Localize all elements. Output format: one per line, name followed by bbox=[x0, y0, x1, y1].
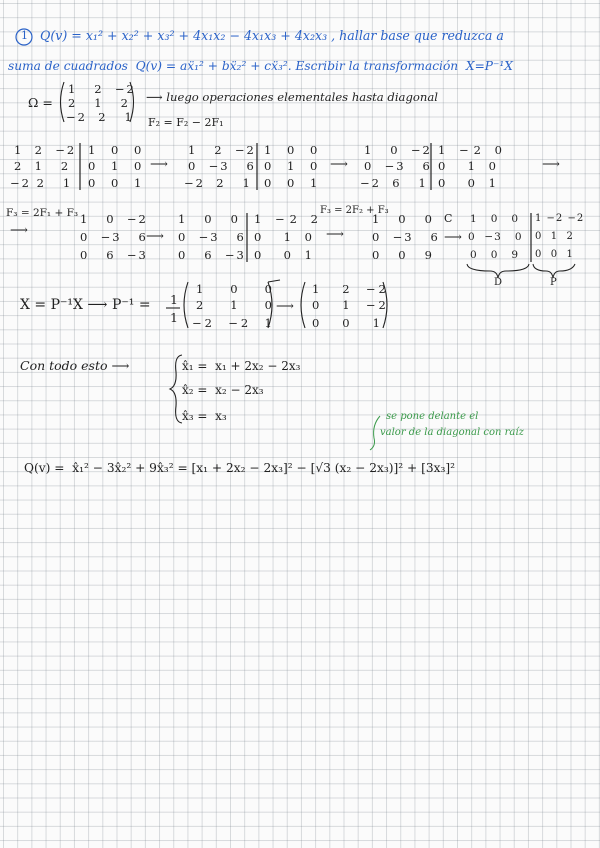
note-line-2: valor de la diagonal con raíz bbox=[380, 427, 524, 438]
label-p: P bbox=[550, 277, 557, 288]
step1-right-row-2: 0 1 0 bbox=[88, 159, 148, 173]
step6-row-3: 0 0 9 bbox=[372, 248, 434, 262]
step2-left-row-3: −2 2 1 bbox=[184, 176, 252, 190]
brace-d bbox=[467, 264, 529, 278]
step3-right-row-1: 1 −2 0 bbox=[438, 143, 507, 157]
problem-number: 1 bbox=[21, 29, 28, 42]
step6-row-1: 1 0 0 bbox=[372, 212, 434, 226]
label-c: C bbox=[444, 212, 453, 225]
inv-row-1: 1 0 0 bbox=[196, 282, 276, 296]
step2-right-row-3: 0 0 1 bbox=[264, 176, 324, 190]
label-d: D bbox=[494, 277, 503, 288]
step1-right-row-1: 1 0 0 bbox=[88, 143, 148, 157]
step2-right-row-1: 1 0 0 bbox=[264, 143, 324, 157]
omega-note: ⟶ luego operaciones elementales hasta diagonal bbox=[146, 90, 438, 104]
step7-right-row-1: 1 −2 −2 bbox=[535, 213, 585, 224]
arrow-3: ⟶ bbox=[542, 156, 560, 171]
step5-left-row-2: 0 −3 6 bbox=[178, 230, 246, 244]
step5-left-row-3: 0 6 −3 bbox=[178, 248, 246, 262]
step7-left-row-1: 1 0 0 bbox=[470, 213, 520, 225]
step1-left-row-3: −2 2 1 bbox=[10, 176, 73, 190]
fraction-numerator: 1 bbox=[170, 292, 178, 307]
step7-right-row-2: 0 1 2 bbox=[535, 231, 574, 242]
note-bracket bbox=[370, 416, 380, 450]
arrow-1: ⟶ bbox=[150, 156, 168, 171]
res-row-1: 1 2 −2 bbox=[312, 282, 389, 296]
inv-row-3: −2 −2 1 bbox=[192, 316, 275, 330]
res-row-3: 0 0 1 bbox=[312, 316, 383, 330]
omega-paren-left bbox=[61, 82, 65, 122]
step3-right-row-3: 0 0 1 bbox=[438, 176, 501, 190]
omega-row-1: 1 2 −2 bbox=[68, 82, 136, 96]
step5-right-row-1: 1 −2 2 bbox=[254, 212, 323, 226]
transform-arrow: ⟶ bbox=[276, 298, 294, 313]
step1-left-row-2: 2 1 2 bbox=[14, 159, 71, 173]
row-op-3: F₃ = 2F₂ + F₃ bbox=[320, 205, 389, 216]
step7-left-row-3: 0 0 9 bbox=[470, 249, 520, 261]
conclusion-eq-3: x̂₃ = x₃ bbox=[182, 409, 227, 423]
fraction-denominator: 1 bbox=[170, 310, 178, 325]
step3-left-row-2: 0 −3 6 bbox=[364, 159, 432, 173]
step4-row-1: 1 0 −2 bbox=[80, 212, 148, 226]
step1-right-row-3: 0 0 1 bbox=[88, 176, 148, 190]
res-row-2: 0 1 −2 bbox=[312, 298, 389, 312]
step1-left-row-1: 1 2 −2 bbox=[14, 143, 77, 157]
problem-line-2: suma de cuadrados Q(v) = aẍ₁² + bẍ₂² + cẍ₃². Escribir la transformación X=P⁻¹X bbox=[8, 59, 513, 73]
step7-left-row-2: 0 −3 0 bbox=[468, 231, 523, 243]
step2-left-row-1: 1 2 −2 bbox=[188, 143, 256, 157]
brace-p bbox=[533, 264, 575, 278]
system-brace bbox=[170, 355, 182, 423]
arrow-6: ⟶ bbox=[326, 226, 344, 241]
step5-right-row-3: 0 0 1 bbox=[254, 248, 317, 262]
conclusion-eq-2: x̂₂ = x₂ − 2x₃ bbox=[182, 383, 264, 397]
arrow-2: ⟶ bbox=[330, 156, 348, 171]
arrow-7: ⟶ bbox=[444, 229, 462, 244]
step2-left-row-2: 0 −3 6 bbox=[188, 159, 256, 173]
arrow-5: ⟶ bbox=[146, 228, 164, 243]
conclusion-eq-1: x̂₁ = x₁ + 2x₂ − 2x₃ bbox=[182, 359, 301, 373]
res-paren-left bbox=[301, 282, 305, 328]
conclusion-label: Con todo esto ⟶ bbox=[20, 358, 130, 373]
problem-line-1: Q(v) = x₁² + x₂² + x₃² + 4x₁x₂ − 4x₁x₃ + 4x₂x₃ , hallar base que reduzca a bbox=[40, 28, 504, 43]
step4-row-2: 0 −3 6 bbox=[80, 230, 148, 244]
row-op-2: F₃ = 2F₁ + F₃ bbox=[6, 207, 79, 219]
transform-lhs: X = P⁻¹X ⟶ P⁻¹ = bbox=[20, 297, 151, 313]
arrow-4: ⟶ bbox=[10, 222, 28, 237]
row-op-1: F₂ = F₂ − 2F₁ bbox=[148, 116, 224, 129]
step4-row-3: 0 6 −3 bbox=[80, 248, 148, 262]
inv-paren-left bbox=[184, 282, 188, 328]
step3-left-row-3: −2 6 1 bbox=[360, 176, 428, 190]
inv-row-2: 2 1 0 bbox=[196, 298, 276, 312]
step5-right-row-2: 0 1 0 bbox=[254, 230, 317, 244]
step3-right-row-2: 0 1 0 bbox=[438, 159, 501, 173]
final-equation: Q(v) = x̂₁² − 3x̂₂² + 9x̂₃² = [x₁ + 2x₂ − 2x₃]² − [√3 (x₂ − 2x₃)]² + [3x₃]² bbox=[24, 461, 456, 475]
note-line-1: se pone delante el bbox=[386, 411, 479, 422]
step2-right-row-2: 0 1 0 bbox=[264, 159, 324, 173]
step7-right-row-3: 0 0 1 bbox=[535, 249, 574, 260]
step5-left-row-1: 1 0 0 bbox=[178, 212, 240, 226]
step6-row-2: 0 −3 6 bbox=[372, 230, 440, 244]
step3-left-row-1: 1 0 −2 bbox=[364, 143, 432, 157]
omega-row-3: −2 2 1 bbox=[66, 110, 134, 124]
omega-row-2: 2 1 2 bbox=[68, 96, 130, 110]
omega-label: Ω = bbox=[28, 95, 53, 110]
